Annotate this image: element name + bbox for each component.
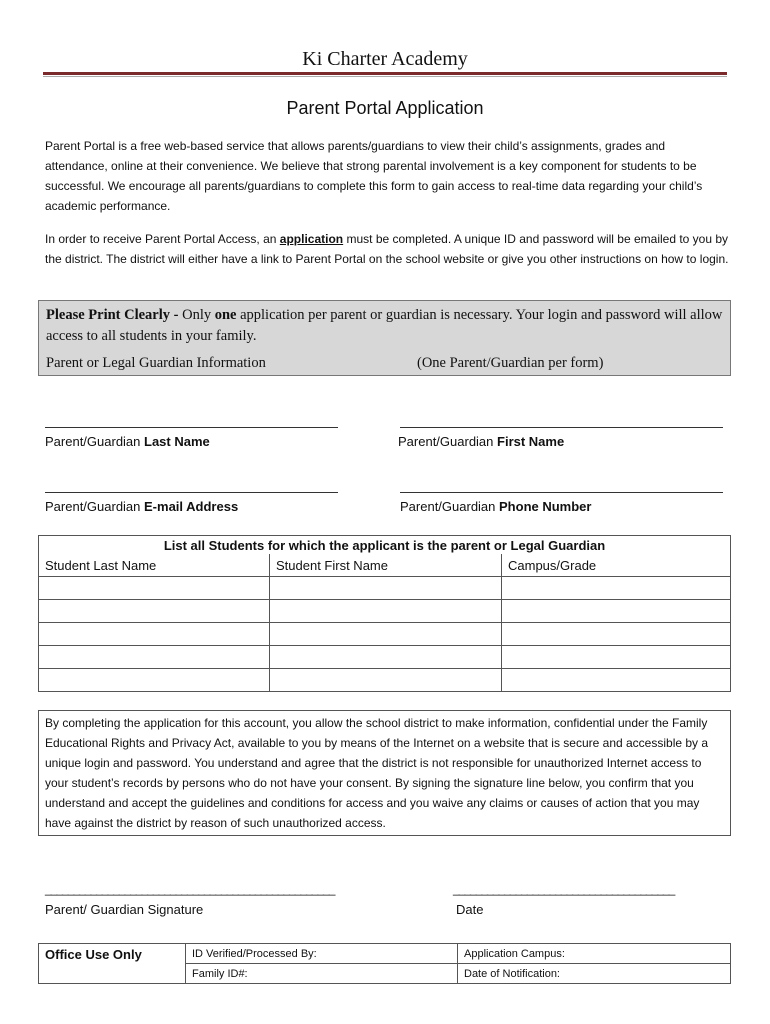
- table-cell[interactable]: [502, 623, 731, 646]
- school-name: Ki Charter Academy: [302, 48, 468, 70]
- agreement-text: By completing the application for this account, you allow the school district to make information, confidential under the Family Educational Rights and Privacy Act, available to you by means of the Internet on a website that is secure and accessible by a unique login and password. You understand and agree that the district is not responsible for unauthorized Internet access to your student’s records by persons who do not have your consent. By signing the signature line below, you confirm that you understand and accept the guidelines and conditions for access and you waive any claims or causes of action that you may have against the district by reason of such unauthorized access.: [38, 710, 731, 836]
- office-use-table: [38, 943, 731, 984]
- col-campus-grade: Campus/Grade: [502, 554, 731, 577]
- table-cell[interactable]: [39, 646, 270, 669]
- table-row: [39, 600, 731, 623]
- table-row: [39, 646, 731, 669]
- table-cell[interactable]: [270, 623, 502, 646]
- table-row: [39, 623, 731, 646]
- table-row: [39, 669, 731, 692]
- phone-label: Parent/Guardian Phone Number: [400, 499, 592, 514]
- date-label: Date: [456, 902, 484, 917]
- intro-paragraph-1: Parent Portal is a free web-based service that allows parents/guardians to view their child’s assignments, grades and attendance, online at their convenience. We believe that strong parental involvement is a key component for students to be successful. We encourage all parents/guardians to complete this form to gain access to real-time data regarding your child’s academic performance.: [45, 139, 703, 213]
- table-cell[interactable]: [502, 577, 731, 600]
- last-name-field[interactable]: [45, 427, 338, 428]
- application-campus-label: Application Campus:: [458, 944, 731, 964]
- notice-text: Please Print Clearly - Only one application per parent or guardian is necessary. Your login and password will allow access to all students in your family.: [46, 307, 723, 344]
- table-cell[interactable]: [270, 669, 502, 692]
- phone-field[interactable]: [400, 492, 723, 493]
- header-rule-thin: [43, 76, 727, 77]
- section-note: (One Parent/Guardian per form): [417, 355, 604, 371]
- date-of-notification-label: Date of Notification:: [458, 964, 731, 984]
- intro-paragraph-2: In order to receive Parent Portal Access, an application must be completed. A unique ID and password will be emailed to you by the district. The district will either have a link to Parent Portal on the school website or give you other instructions on how to login.: [45, 232, 729, 266]
- email-label: Parent/Guardian E-mail Address: [45, 499, 239, 514]
- application-link[interactable]: application: [279, 232, 344, 246]
- col-student-last-name: Student Last Name: [39, 554, 270, 577]
- email-field[interactable]: [45, 492, 338, 493]
- signature-label: Parent/ Guardian Signature: [45, 902, 204, 917]
- table-cell[interactable]: [39, 623, 270, 646]
- col-student-first-name: Student First Name: [270, 554, 502, 577]
- table-cell[interactable]: [502, 646, 731, 669]
- table-cell[interactable]: [270, 600, 502, 623]
- students-table-caption: List all Students for which the applicant is the parent or Legal Guardian: [39, 536, 731, 555]
- table-cell[interactable]: [502, 600, 731, 623]
- table-cell[interactable]: [39, 600, 270, 623]
- table-cell[interactable]: [270, 577, 502, 600]
- first-name-field[interactable]: [400, 427, 723, 428]
- header-rule: [43, 72, 727, 75]
- table-cell[interactable]: [270, 646, 502, 669]
- office-use-title: Office Use Only: [39, 944, 186, 984]
- family-id-label: Family ID#:: [186, 964, 458, 984]
- table-cell[interactable]: [39, 577, 270, 600]
- table-cell[interactable]: [502, 669, 731, 692]
- signature-line[interactable]: ___________________________________________________: [45, 882, 335, 896]
- print-clearly-notice: [38, 300, 731, 376]
- form-title: Parent Portal Application: [286, 98, 484, 118]
- students-table: [38, 535, 731, 692]
- id-verified-label: ID Verified/Processed By:: [186, 944, 458, 964]
- date-line[interactable]: _______________________________________: [453, 882, 675, 896]
- section-label: Parent or Legal Guardian Information: [46, 355, 266, 371]
- table-cell[interactable]: [39, 669, 270, 692]
- table-row: [39, 577, 731, 600]
- last-name-label: Parent/Guardian Last Name: [45, 434, 210, 449]
- first-name-label: Parent/Guardian First Name: [398, 434, 565, 449]
